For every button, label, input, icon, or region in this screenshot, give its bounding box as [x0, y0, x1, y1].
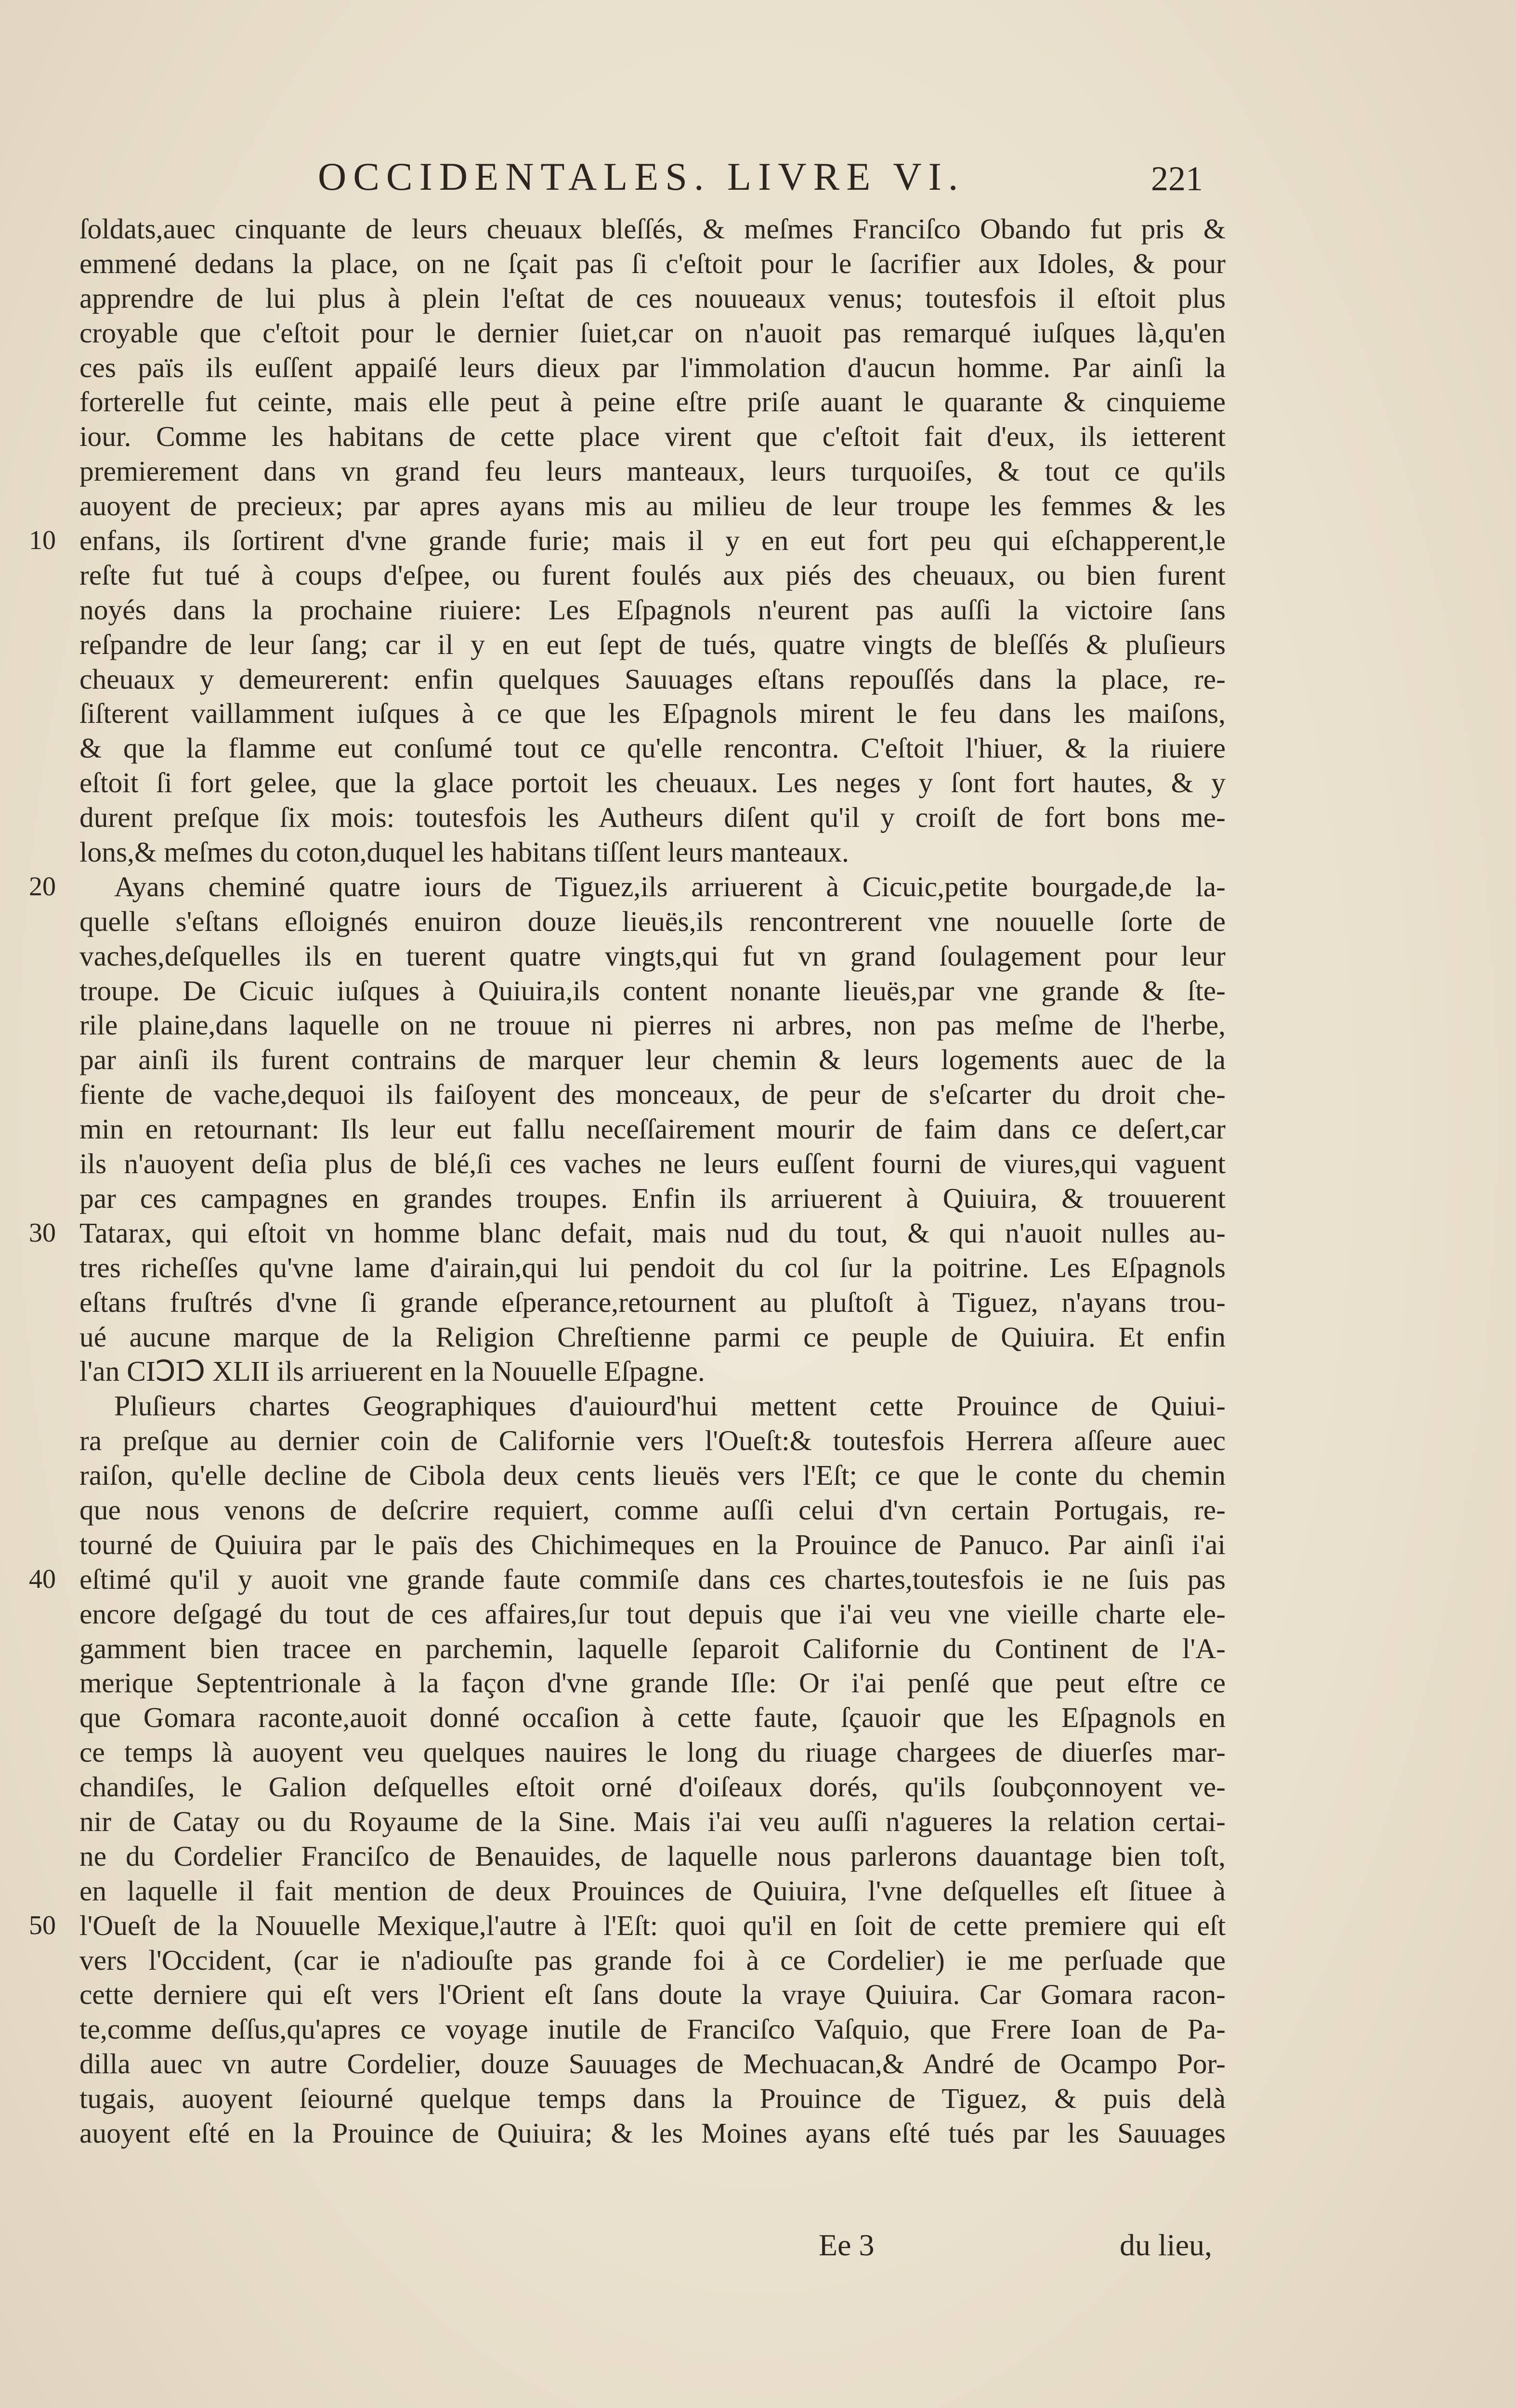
line-text: encore deſgagé du tout de ces affaires,ſur tout depuis que i'ai veu vne vieille charte ele-: [79, 1597, 1226, 1630]
text-line: [79, 1043, 1226, 1077]
line-text: forterelle fut ceinte, mais elle peut à peine eſtre priſe auant le quarante & cinquieme: [79, 386, 1226, 418]
text-line: [79, 454, 1226, 489]
text-line: [79, 1077, 1226, 1112]
text-line: [79, 351, 1226, 385]
line-text: quelle s'eſtans eſloignés enuiron douze lieuës,ils rencontrerent vne nouuelle ſorte de: [79, 905, 1226, 937]
text-line: [79, 1493, 1226, 1528]
line-text: apprendre de lui plus à plein l'eſtat de ces nouueaux venus; toutesfois il eſtoit plus: [79, 282, 1226, 314]
text-line: [79, 835, 1226, 870]
body-text: [29, 212, 1226, 2151]
line-text: l'an CIↃIↃ XLII ils arriuerent en la Nouuelle Eſpagne.: [79, 1355, 705, 1387]
text-line: [79, 1805, 1226, 1839]
text-line: [29, 1562, 1226, 1597]
text-line: [79, 1701, 1226, 1735]
line-text: lons,& meſmes du coton,duquel les habitans tiſſent leurs manteaux.: [79, 836, 849, 868]
text-line: [79, 489, 1226, 523]
line-text: en laquelle il fait mention de deux Prouinces de Quiuira, l'vne deſquelles eſt ſituee à: [79, 1874, 1226, 1907]
text-line: [79, 1666, 1226, 1701]
line-text: raiſon, qu'elle decline de Cibola deux cents lieuës vers l'Eſt; ce que le conte du chemin: [79, 1459, 1226, 1492]
line-text: eſtimé qu'il y auoit vne grande faute commiſe dans ces chartes,toutesfois ie ne ſuis pas: [79, 1563, 1226, 1595]
text-line: [79, 2081, 1226, 2116]
page-number: 221: [1151, 159, 1203, 198]
text-line: [79, 1389, 1226, 1424]
text-line: [79, 766, 1226, 800]
line-text: iour. Comme les habitans de cette place virent que c'eſtoit fait d'eux, ils ietterent: [79, 420, 1226, 453]
text-line: [79, 593, 1226, 628]
line-number: 50: [29, 1910, 56, 1940]
text-line: [79, 1632, 1226, 1666]
text-line: [79, 2012, 1226, 2047]
text-line: [79, 558, 1226, 593]
line-text: fiente de vache,dequoi ils faiſoyent des monceaux, de peur de s'eſcarter du droit che-: [79, 1078, 1226, 1111]
text-line: [79, 2047, 1226, 2081]
line-text: eſtoit ſi fort gelee, que la glace portoit les cheuaux. Les neges y ſont fort hautes, & y: [79, 767, 1226, 799]
line-text: gamment bien tracee en parchemin, laquelle ſeparoit Californie du Continent de l'A-: [79, 1632, 1226, 1664]
text-line: [79, 731, 1226, 766]
line-text: & que la flamme eut conſumé tout ce qu'elle rencontra. C'eſtoit l'hiuer, & la riuiere: [79, 732, 1226, 764]
line-text: chandiſes, le Galion deſquelles eſtoit orné d'oiſeaux dorés, qu'ils ſoubçonnoyent ve-: [79, 1771, 1226, 1803]
text-line: [79, 1770, 1226, 1805]
line-text: cheuaux y demeurerent: enfin quelques Sauuages eſtans repouſſés dans la place, re-: [79, 663, 1226, 695]
line-number: 40: [29, 1564, 56, 1594]
line-text: ué aucune marque de la Religion Chreſtienne parmi ce peuple de Quiuira. Et enfin: [79, 1321, 1226, 1353]
line-text: ſiſterent vaillamment iuſques à ce que les Eſpagnols mirent le feu dans les maiſons,: [79, 697, 1226, 730]
line-text: enfans, ils ſortirent d'vne grande furie; mais il y en eut fort peu qui eſchapperent,le: [79, 524, 1226, 557]
text-line: [29, 1216, 1226, 1251]
text-line: [79, 1874, 1226, 1909]
line-text: rile plaine,dans laquelle on ne trouue ni pierres ni arbres, non pas meſme de l'herbe,: [79, 1009, 1226, 1041]
text-line: [79, 1839, 1226, 1874]
text-line: [79, 1528, 1226, 1562]
line-text: nir de Catay ou du Royaume de la Sine. Mais i'ai veu auſſi n'agueres la relation certai-: [79, 1805, 1226, 1837]
page-footer: [0, 2227, 1516, 2266]
text-line: [79, 1251, 1226, 1285]
text-line: [79, 1181, 1226, 1216]
line-text: te,comme deſſus,qu'apres ce voyage inutile de Franciſco Vaſquio, que Frere Ioan de Pa-: [79, 2013, 1226, 2045]
line-text: vers l'Occident, (car ie n'adiouſte pas grande foi à ce Cordelier) ie me perſuade que: [79, 1944, 1226, 1976]
line-text: noyés dans la prochaine riuiere: Les Eſpagnols n'eurent pas auſſi la victoire ſans: [79, 593, 1226, 626]
line-text: tres richeſſes qu'vne lame d'airain,qui lui pendoit du col ſur la poitrine. Les Eſpagnols: [79, 1251, 1226, 1283]
line-text: que nous venons de deſcrire requiert, comme auſſi celui d'vn certain Portugais, re-: [79, 1493, 1226, 1526]
line-text: premierement dans vn grand feu leurs manteaux, leurs turquoiſes, & tout ce qu'ils: [79, 455, 1226, 487]
text-line: [79, 1597, 1226, 1632]
text-line: [79, 316, 1226, 351]
line-text: que Gomara raconte,auoit donné occaſion à cette faute, ſçauoir que les Eſpagnols en: [79, 1701, 1226, 1734]
line-number: 10: [29, 525, 56, 556]
line-text: merique Septentrionale à la façon d'vne grande Iſle: Or i'ai penſé que peut eſtre ce: [79, 1667, 1226, 1699]
text-line: [79, 974, 1226, 1008]
text-line: [79, 1977, 1226, 2012]
line-text: min en retournant: Ils leur eut fallu neceſſairement mourir de faim dans ce deſert,car: [79, 1113, 1226, 1145]
line-text: eſtans fruſtrés d'vne ſi grande eſperance,retournent au pluſtoſt à Tiguez, n'ayans trou-: [79, 1286, 1226, 1318]
line-text: Ayans cheminé quatre iours de Tiguez,ils arriuerent à Cicuic,petite bourgade,de la-: [114, 870, 1226, 903]
text-line: [29, 870, 1226, 904]
line-text: ils n'auoyent deſia plus de blé,ſi ces vaches ne leurs euſſent fourni de viures,qui vaguent: [79, 1148, 1226, 1180]
text-line: [79, 1008, 1226, 1043]
line-text: dilla auec vn autre Cordelier, douze Sauuages de Mechuacan,& André de Ocampo Por-: [79, 2048, 1226, 2080]
line-text: ces païs ils euſſent appaiſé leurs dieux par l'immolation d'aucun homme. Par ainſi la: [79, 351, 1226, 383]
text-line: [79, 696, 1226, 731]
signature-mark: Ee 3: [819, 2228, 875, 2262]
line-text: Tatarax, qui eſtoit vn homme blanc defait, mais nud du tout, & qui n'auoit nulles au-: [79, 1217, 1226, 1249]
line-text: ſoldats,auec cinquante de leurs cheuaux bleſſés, & meſmes Franciſco Obando fut pris &: [79, 213, 1226, 245]
line-text: tourné de Quiuira par le païs des Chichimeques en la Prouince de Panuco. Par ainſi i'ai: [79, 1528, 1226, 1560]
line-number: 20: [29, 871, 56, 902]
text-line: [79, 385, 1226, 419]
text-line: [29, 523, 1226, 558]
line-text: ra preſque au dernier coin de Californie vers l'Oueſt:& toutesfois Herrera aſſeure auec: [79, 1425, 1226, 1457]
text-line: [79, 800, 1226, 835]
line-text: cette derniere qui eſt vers l'Orient eſt ſans doute la vraye Quiuira. Car Gomara racon-: [79, 1978, 1226, 2011]
line-text: ce temps là auoyent veu quelques nauires le long du riuage chargees de diuerſes mar-: [79, 1736, 1226, 1768]
text-line: [79, 1943, 1226, 1978]
text-line: [79, 1320, 1226, 1355]
text-line: [79, 212, 1226, 247]
text-line: [79, 1458, 1226, 1493]
text-line: [79, 1285, 1226, 1320]
running-title: OCCIDENTALES. LIVRE VI.: [318, 155, 965, 198]
text-line: [79, 662, 1226, 697]
line-text: reſte fut tué à coups d'eſpee, ou furent foulés aux piés des cheuaux, ou bien furent: [79, 559, 1226, 591]
text-line: [79, 247, 1226, 281]
catchword: du lieu,: [1120, 2228, 1212, 2262]
text-line: [29, 1909, 1226, 1943]
text-line: [79, 904, 1226, 939]
text-line: [79, 281, 1226, 316]
line-text: ne du Cordelier Franciſco de Benauides, de laquelle nous parlerons dauantage bien toſt,: [79, 1840, 1226, 1872]
line-text: Pluſieurs chartes Geographiques d'auiourd'hui mettent cette Prouince de Quiui-: [114, 1390, 1226, 1422]
text-line: [79, 939, 1226, 974]
line-text: par ainſi ils furent contrains de marquer leur chemin & leurs logements auec de la: [79, 1044, 1226, 1076]
text-line: [79, 1147, 1226, 1181]
text-line: [79, 1735, 1226, 1770]
line-text: l'Oueſt de la Nouuelle Mexique,l'autre à l'Eſt: quoi qu'il en ſoit de cette premiere qui eſt: [79, 1909, 1226, 1941]
line-text: vaches,deſquelles ils en tuerent quatre vingts,qui fut vn grand ſoulagement pour leur: [79, 940, 1226, 972]
text-line: [79, 1112, 1226, 1147]
text-line: [79, 628, 1226, 662]
line-text: emmené dedans la place, on ne ſçait pas ſi c'eſtoit pour le ſacrifier aux Idoles, & pour: [79, 247, 1226, 279]
text-line: [79, 2116, 1226, 2151]
line-text: auoyent eſté en la Prouince de Quiuira; & les Moines ayans eſté tués par les Sauuages: [79, 2117, 1226, 2149]
line-text: auoyent de precieux; par apres ayans mis au milieu de leur troupe les femmes & les: [79, 490, 1226, 522]
line-text: tugais, auoyent ſeiourné quelque temps dans la Prouince de Tiguez, & puis delà: [79, 2082, 1226, 2115]
line-text: par ces campagnes en grandes troupes. Enfin ils arriuerent à Quiuira, & trouuerent: [79, 1182, 1226, 1214]
text-line: [79, 1354, 1226, 1389]
line-text: durent preſque ſix mois: toutesfois les Autheurs diſent qu'il y croiſt de fort bons me-: [79, 801, 1226, 834]
text-line: [79, 419, 1226, 454]
line-text: croyable que c'eſtoit pour le dernier ſuiet,car on n'auoit pas remarqué iuſques là,qu'en: [79, 316, 1226, 349]
line-text: reſpandre de leur ſang; car il y en eut ſept de tués, quatre vingts de bleſſés & pluſieurs: [79, 628, 1226, 660]
text-line: [79, 1424, 1226, 1458]
line-number: 30: [29, 1217, 56, 1248]
line-text: troupe. De Cicuic iuſques à Quiuira,ils content nonante lieuës,par vne grande & ſte-: [79, 974, 1226, 1007]
